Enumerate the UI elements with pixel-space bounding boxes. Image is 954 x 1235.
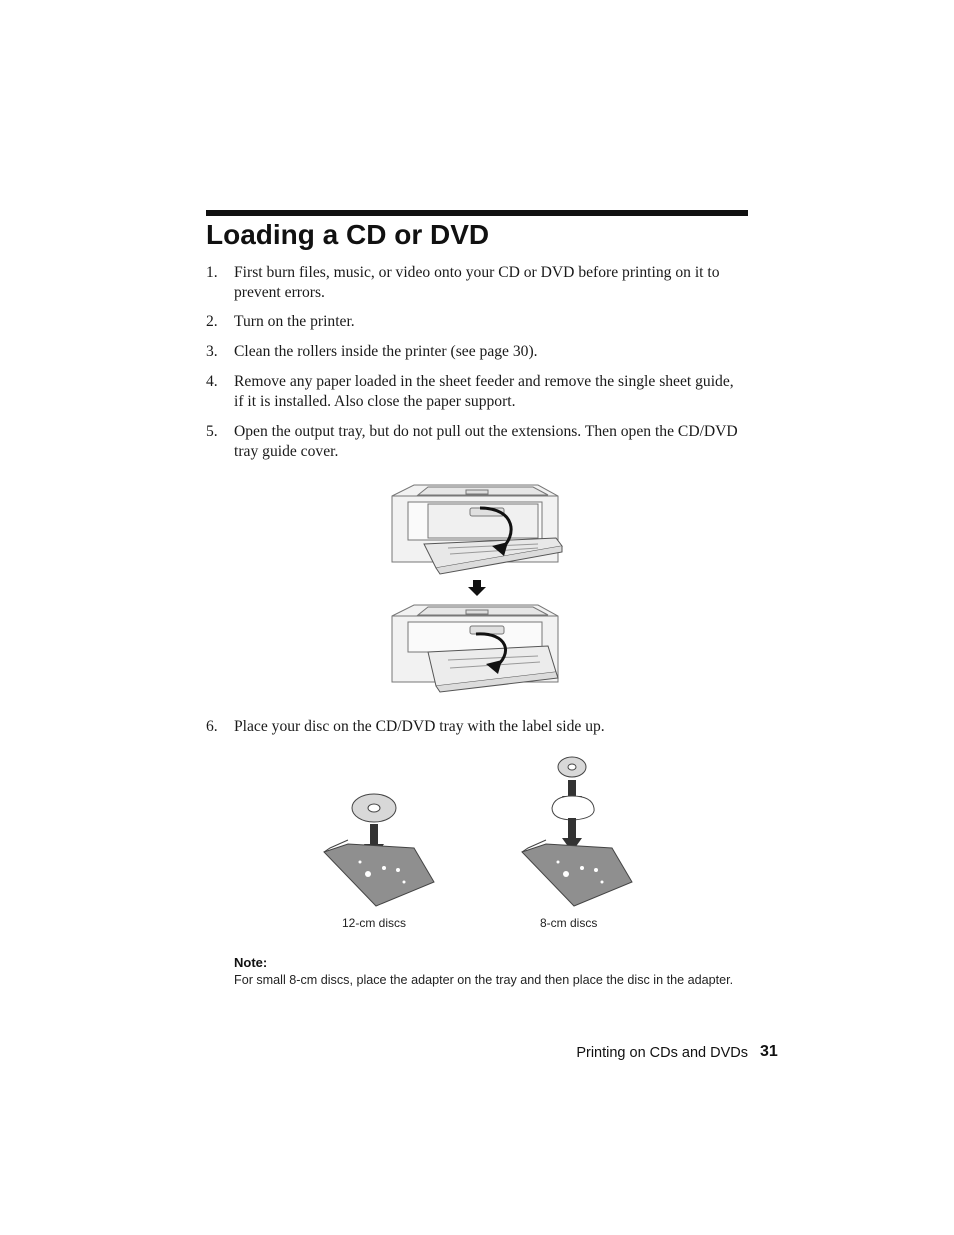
- arrow-down-icon: [468, 580, 486, 596]
- printer-tray-cover-open-illustration: [388, 602, 564, 694]
- printer-tray-cover-closed-illustration: [388, 482, 564, 578]
- step-number: 1.: [206, 264, 218, 281]
- step-text: Open the output tray, but do not pull out the extensions. Then open the CD/DVD tray guide cover.: [234, 423, 738, 460]
- step-6: [206, 717, 746, 737]
- 8cm-disc-adapter-tray-illustration: [518, 752, 636, 912]
- step-text: Remove any paper loaded in the sheet feeder and remove the single sheet guide, if it is installed. Also close the paper support.: [234, 373, 734, 410]
- note-label: Note:: [234, 955, 268, 970]
- step-text: Turn on the printer.: [234, 313, 355, 330]
- step-number: 3.: [206, 343, 218, 360]
- step-text: First burn files, music, or video onto your CD or DVD before printing on it to prevent errors.: [234, 264, 720, 301]
- step-1: [206, 263, 746, 303]
- step-3: [206, 342, 746, 362]
- step-2: [206, 312, 746, 332]
- step-5: [206, 422, 746, 462]
- step-number: 2.: [206, 313, 218, 330]
- step-number: 5.: [206, 423, 218, 440]
- step-number: 4.: [206, 373, 218, 390]
- step-number: 6.: [206, 718, 218, 735]
- caption-8cm-discs: 8-cm discs: [540, 916, 598, 930]
- step-4: [206, 372, 746, 412]
- note-text: For small 8-cm discs, place the adapter on the tray and then place the disc in the adapter.: [234, 973, 734, 987]
- step-text: Clean the rollers inside the printer (see page 30).: [234, 343, 538, 360]
- step-text: Place your disc on the CD/DVD tray with the label side up.: [234, 718, 605, 735]
- page-number: 31: [760, 1043, 778, 1060]
- page-title: Loading a CD or DVD: [206, 219, 490, 250]
- 12cm-disc-tray-illustration: [320, 790, 438, 912]
- footer-section-title: Printing on CDs and DVDs: [576, 1045, 748, 1061]
- caption-12cm-discs: 12-cm discs: [342, 916, 407, 930]
